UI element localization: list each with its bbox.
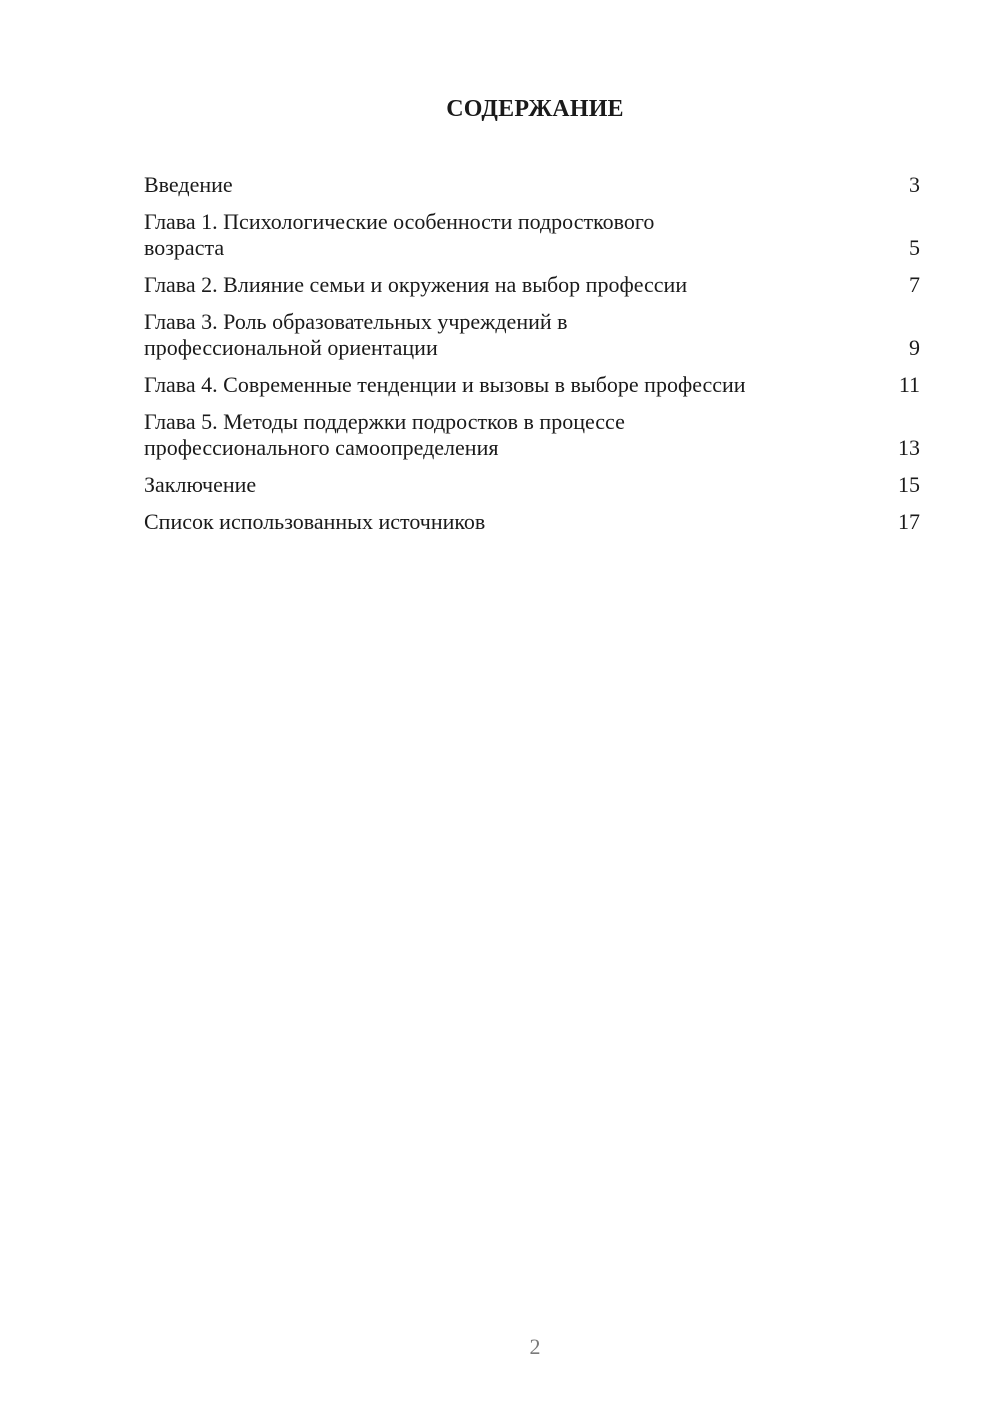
- toc-entry-references: [144, 509, 920, 535]
- toc-entry-chapter-3: [144, 309, 920, 361]
- toc-entry-line: Глава 3. Роль образовательных учреждений в: [144, 309, 568, 334]
- toc-entry-page-number: 17: [898, 509, 920, 534]
- toc-entry-conclusion: [144, 472, 920, 498]
- toc-entry-line: Список использованных источников: [144, 509, 486, 534]
- toc-entry-line: Глава 5. Методы поддержки подростков в процессе: [144, 409, 625, 434]
- toc-entry-chapter-1: [144, 209, 920, 261]
- toc-entry-line: Глава 1. Психологические особенности подросткового: [144, 209, 655, 234]
- toc-entry-title: [144, 272, 687, 298]
- page-title: СОДЕРЖАНИЕ: [446, 96, 624, 122]
- toc-entry-line: Глава 4. Современные тенденции и вызовы в выборе профессии: [144, 372, 746, 397]
- toc-entry-line: Заключение: [144, 472, 257, 497]
- toc-entry-title: [144, 172, 233, 198]
- toc-entry-line: возраста: [144, 235, 225, 260]
- toc-entry-title: [144, 209, 654, 261]
- toc-entry-page-number: 7: [909, 272, 920, 297]
- page-number: 2: [529, 1334, 541, 1359]
- toc-entry-page-number: 9: [909, 335, 920, 360]
- toc-entry-page-number: 11: [898, 372, 920, 397]
- toc-entry-page-number: 5: [909, 235, 920, 260]
- table-of-contents: [144, 172, 920, 546]
- toc-entry-line: Введение: [144, 172, 233, 197]
- toc-entry-chapter-4: [144, 372, 920, 398]
- toc-entry-title: [144, 472, 256, 498]
- toc-entry-title: [144, 309, 568, 361]
- toc-entry-chapter-2: [144, 272, 920, 298]
- toc-entry-line: профессиональной ориентации: [144, 335, 438, 360]
- toc-entry-line: профессионального самоопределения: [144, 435, 499, 460]
- toc-entry-page-number: 13: [898, 435, 920, 460]
- toc-entry-introduction: [144, 172, 920, 198]
- toc-entry-chapter-5: [144, 409, 920, 461]
- toc-entry-title: [144, 372, 746, 398]
- toc-entry-page-number: 3: [909, 172, 920, 197]
- toc-entry-title: [144, 409, 625, 461]
- toc-entry-page-number: 15: [898, 472, 920, 497]
- toc-entry-title: [144, 509, 485, 535]
- toc-entry-line: Глава 2. Влияние семьи и окружения на выбор профессии: [144, 272, 688, 297]
